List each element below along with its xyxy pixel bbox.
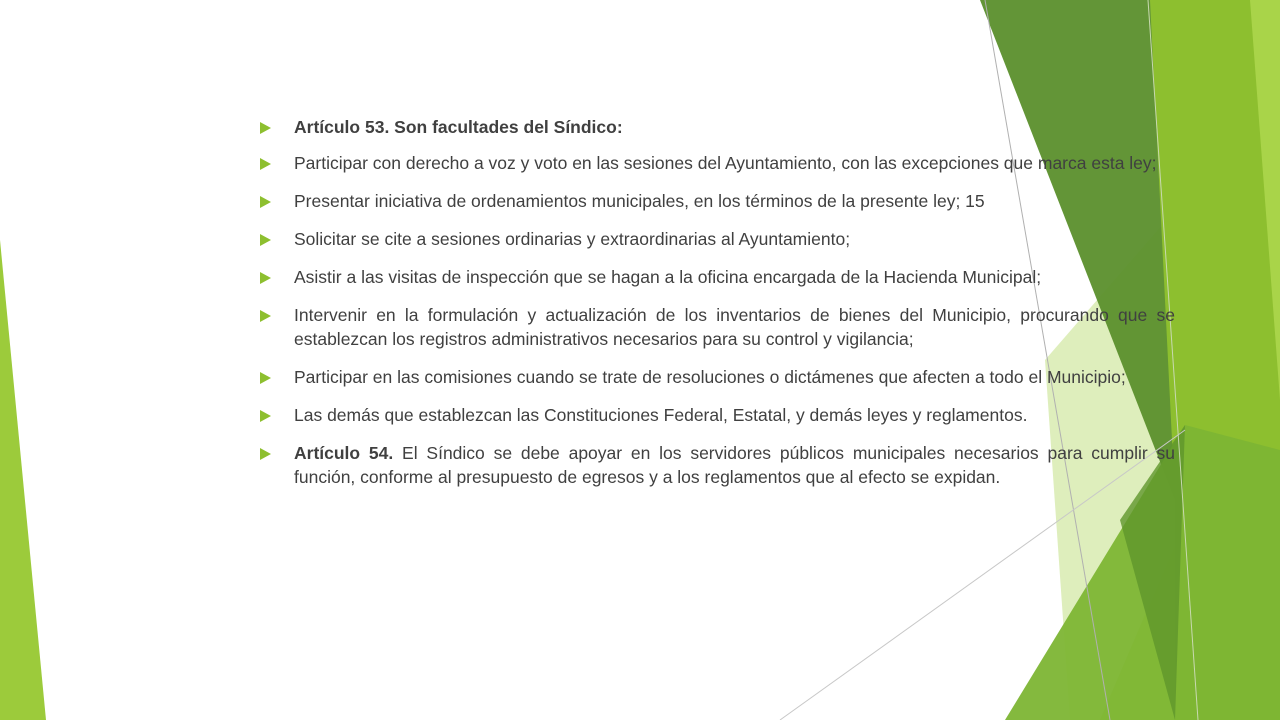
item-bold-text: Artículo 53. Son facultades del Síndico:	[294, 117, 623, 137]
triangle-right-icon	[260, 448, 271, 460]
left-edge-shape	[0, 240, 46, 720]
triangle-right-icon	[260, 122, 271, 134]
list-item	[258, 403, 1175, 427]
triangle-right-icon	[260, 234, 271, 246]
list-item	[258, 189, 1175, 213]
item-text: Participar con derecho a voz y voto en las sesiones del Ayuntamiento, con las excepciones que marca esta ley;	[294, 153, 1157, 173]
triangle-right-icon	[260, 158, 271, 170]
item-text: Asistir a las visitas de inspección que se hagan a la oficina encargada de la Hacienda Municipal;	[294, 267, 1042, 287]
list-item	[258, 303, 1175, 351]
list-item	[258, 265, 1175, 289]
item-text: Participar en las comisiones cuando se trate de resoluciones o dictámenes que afecten a todo el Municipio;	[294, 367, 1126, 387]
list-item	[258, 365, 1175, 389]
item-text: El Síndico se debe apoyar en los servidores públicos municipales necesarios para cumplir su función, conforme al presupuesto de egresos y a los reglamentos que al efecto se expidan.	[294, 443, 1175, 487]
bullet-list	[258, 115, 1175, 489]
item-text: Las demás que establezcan las Constituciones Federal, Estatal, y demás leyes y reglamentos.	[294, 405, 1028, 425]
triangle-right-icon	[260, 310, 271, 322]
list-item	[258, 227, 1175, 251]
item-text: Solicitar se cite a sesiones ordinarias y extraordinarias al Ayuntamiento;	[294, 229, 851, 249]
list-item	[258, 115, 1175, 139]
triangle-right-icon	[260, 372, 271, 384]
list-item	[258, 151, 1175, 175]
item-text: Intervenir en la formulación y actualización de los inventarios de bienes del Municipio, procurando que se establezcan los registros administrativos necesarios para su control y vigilancia;	[294, 305, 1175, 349]
triangle-right-icon	[260, 196, 271, 208]
triangle-right-icon	[260, 410, 271, 422]
item-text: Presentar iniciativa de ordenamientos municipales, en los términos de la presente ley; 15	[294, 191, 985, 211]
list-item	[258, 441, 1175, 489]
item-bold-text: Artículo 54.	[294, 443, 394, 463]
triangle-right-icon	[260, 272, 271, 284]
slide-content	[258, 115, 1175, 503]
